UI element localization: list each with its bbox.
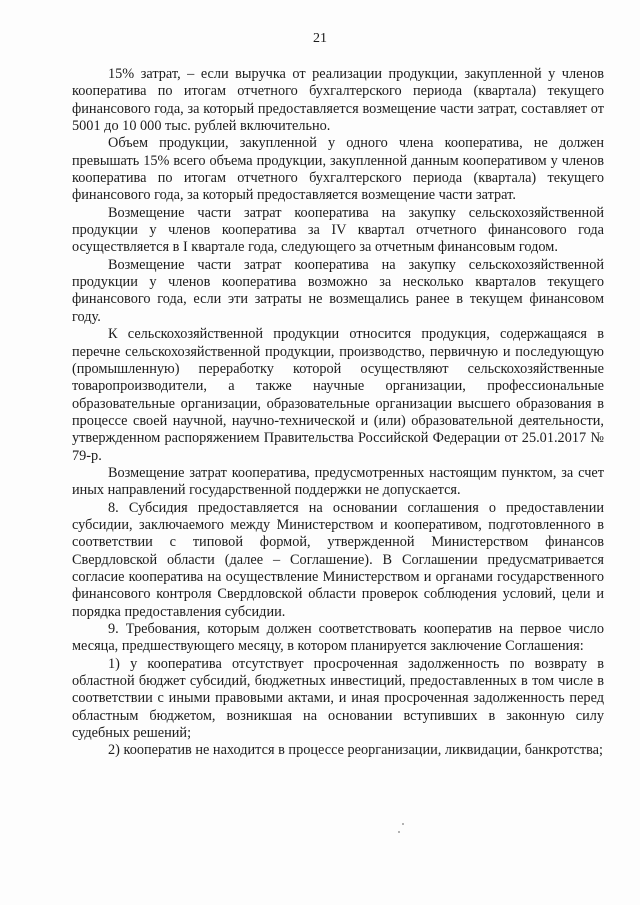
paragraph-fourth-quarter: Возмещение части затрат кооператива на закупку сельскохозяйственной продукции у членов кооператива за IV квартал отчетного финансового года осуществляется в I квартале года, следующего за отчетным финансовым годом.	[72, 204, 604, 256]
document-body	[72, 66, 604, 760]
paragraph-revenue-threshold: 15% затрат, – если выручка от реализации продукции, закупленной у членов кооператива по итогам отчетного бухгалтерского периода (квартала) текущего финансового года, за который предоставляется возмещение части затрат, составляет от 5001 до 10 000 тыс. рублей включительно.	[72, 66, 604, 135]
scan-speck	[398, 831, 400, 833]
paragraph-requirement-2: 2) кооператив не находится в процессе реорганизации, ликвидации, банкротства;	[108, 742, 603, 759]
paragraph-multiple-quarters: Возмещение части затрат кооператива на закупку сельскохозяйственной продукции у членов кооператива возможно за несколько кварталов текущего финансового года, если эти затраты не возмещались ранее в текущем финансовом году.	[72, 256, 604, 325]
paragraph-member-volume-limit: Объем продукции, закупленной у одного члена кооператива, не должен превышать 15% всего объема продукции, закупленной данным кооперативом у членов кооператива по итогам отчетного бухгалтерского периода (квартала) текущего финансового года, за который предоставляется возмещение части затрат.	[72, 135, 604, 204]
scan-speck	[402, 823, 404, 825]
paragraph-requirement-1: 1) у кооператива отсутствует просроченная задолженность по возврату в областной бюджет субсидий, бюджетных инвестиций, предоставленных в том числе в соответствии с иными правовыми актами, и иная просроченная задолженность перед областным бюджетом, возникшая на основании вступивших в законную силу судебных решений;	[72, 655, 604, 742]
page-number: 21	[313, 31, 327, 46]
paragraph-agricultural-products: К сельскохозяйственной продукции относится продукция, содержащаяся в перечне сельскохозяйственной продукции, производство, первичную и последующую (промышленную) переработку которой осуществляют сельскохозяйственные товаропроизводители, а также научные организации, профессиональные образовательные организации, образовательные организации высшего образования в процессе своей научной, научно-технической и (или) образовательной деятельности, утвержденном распоряжением Правительства Российской Федерации от 25.01.2017 № 79-р.	[72, 326, 604, 464]
paragraph-no-double-support: Возмещение затрат кооператива, предусмотренных настоящим пунктом, за счет иных направлений государственной поддержки не допускается.	[72, 464, 604, 499]
paragraph-item-9-requirements: 9. Требования, которым должен соответствовать кооператив на первое число месяца, предшествующего месяцу, в котором планируется заключение Соглашения:	[72, 621, 604, 655]
paragraph-item-8-agreement: 8. Субсидия предоставляется на основании соглашения о предоставлении субсидии, заключаемого между Министерством и кооперативом, подготовленного в соответствии с типовой формой, утвержденной Министерством финансов Свердловской области (далее – Соглашение). В Соглашении предусматривается согласие кооператива на осуществление Министерством и органами государственного финансового контроля Свердловской области проверок соблюдения условий, цели и порядка предоставления субсидии.	[72, 499, 604, 620]
